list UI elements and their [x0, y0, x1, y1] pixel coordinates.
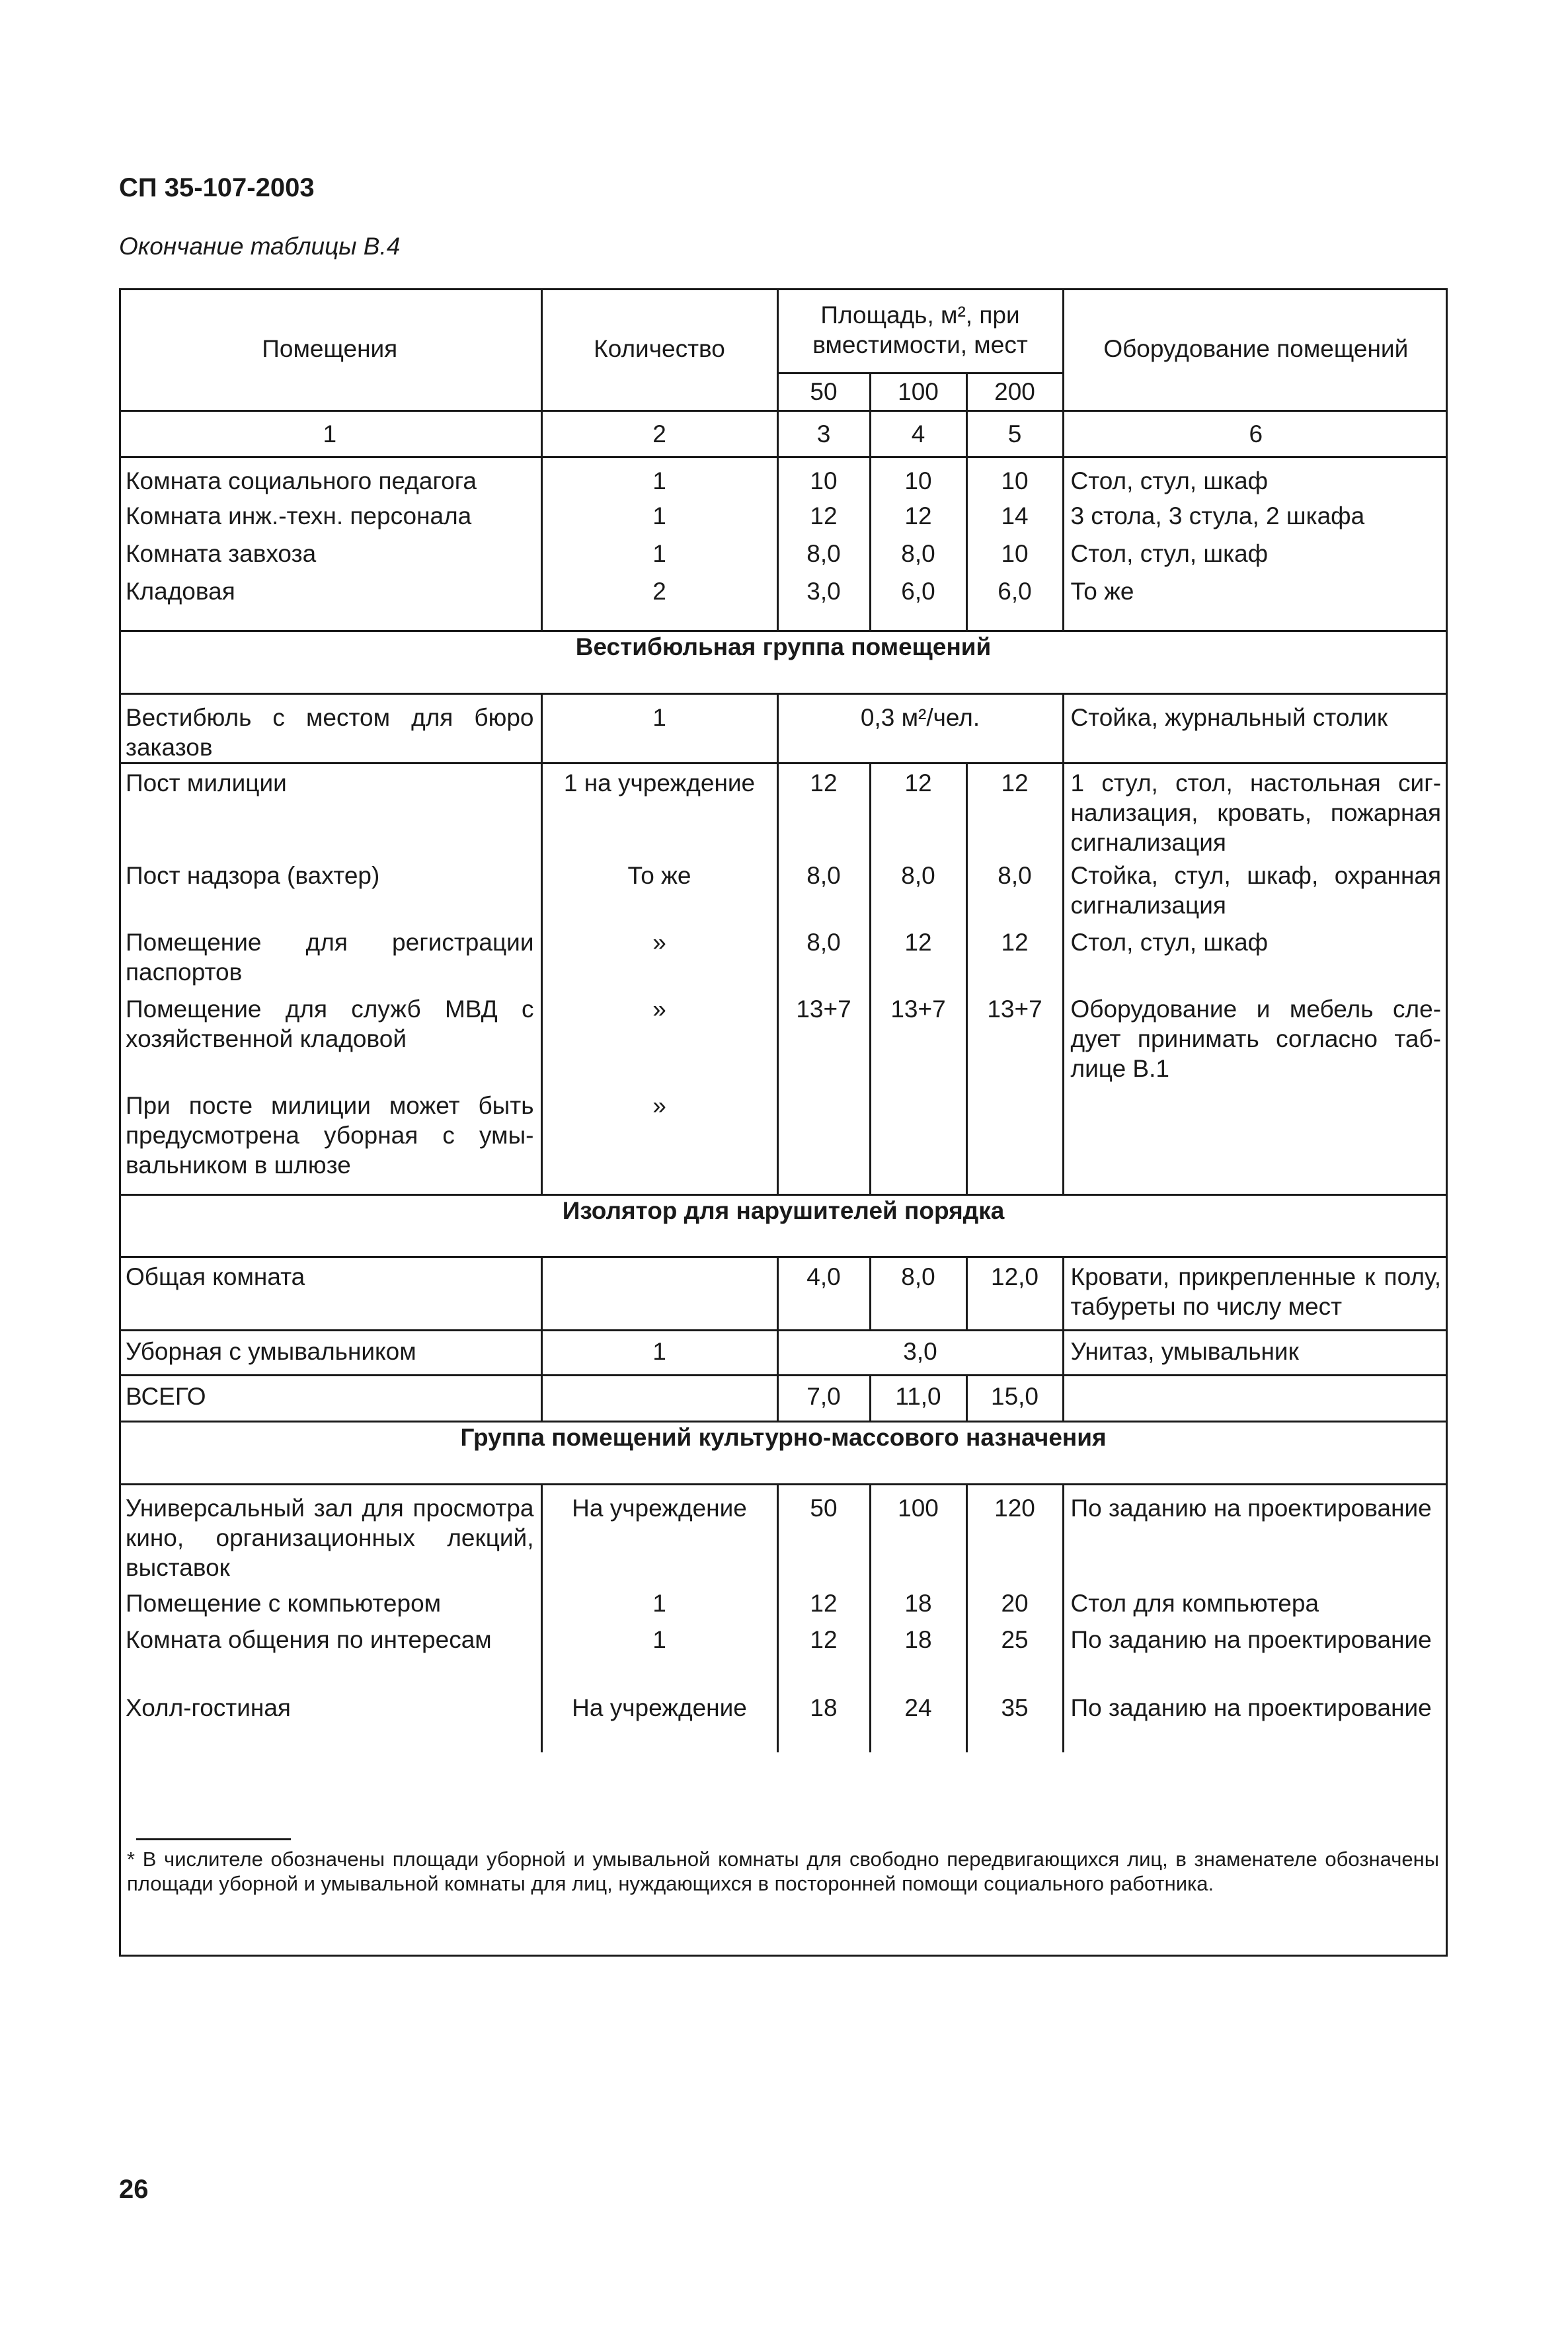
- area-100: 12: [870, 501, 966, 539]
- room-quantity: »: [541, 927, 777, 994]
- area-100: 12: [870, 763, 966, 861]
- footnote-rule: [136, 1838, 291, 1840]
- column-number: 5: [966, 410, 1063, 457]
- room-quantity: На учреждение: [541, 1484, 777, 1588]
- room-name: Кладовая: [119, 576, 541, 631]
- room-name: Комната инж.-техн. персонала: [126, 502, 472, 529]
- room-name: ВСЕГО: [119, 1375, 541, 1421]
- room-name: Общая комната: [119, 1257, 541, 1330]
- area-50: 18: [777, 1693, 870, 1752]
- area-200: 120: [966, 1484, 1063, 1588]
- room-quantity: 1: [541, 693, 777, 763]
- room-equipment: То же: [1063, 576, 1448, 631]
- room-quantity: 1: [541, 1588, 777, 1625]
- room-quantity: 1 на учреждение: [541, 763, 777, 861]
- room-quantity: На учреждение: [541, 1693, 777, 1752]
- area-50: 8,0: [777, 927, 870, 994]
- table-row: [119, 457, 1448, 501]
- room-quantity: »: [541, 994, 777, 1091]
- table-footnote: * В числителе обозначены площади уборной и умывальной комнаты для свободно передвигающихся лиц, в знаменателе обозначены площади уборной и умывальной комнаты для лиц, нуждающихся в посторонней помощи социального работника.: [127, 1848, 1439, 1895]
- area-100: 8,0: [870, 1257, 966, 1330]
- column-number: 6: [1063, 410, 1448, 457]
- room-quantity: То же: [541, 861, 777, 927]
- column-number: 2: [541, 410, 777, 457]
- area-100: 8,0: [870, 539, 966, 576]
- rooms-table: [119, 288, 1448, 1752]
- room-name: Универсальный зал для просмотра кино, организационных лекций, выставок: [126, 1494, 534, 1581]
- table-row: [119, 501, 1448, 539]
- room-name: Помещение с компьютером: [126, 1590, 442, 1617]
- area-200: 15,0: [966, 1375, 1063, 1421]
- room-equipment: Стойка, стул, шкаф, охранная сигнализация: [1063, 861, 1448, 927]
- area-200: 8,0: [966, 861, 1063, 927]
- area-50: 13+7: [777, 994, 870, 1091]
- area-50: 10: [777, 457, 870, 501]
- area-100: 6,0: [870, 576, 966, 631]
- room-equipment: 3 стола, 3 стула, 2 шкафа: [1063, 501, 1448, 539]
- area-200: 20: [966, 1588, 1063, 1625]
- room-quantity: 1: [541, 1330, 777, 1375]
- room-equipment: 1 стул, стол, настольная сигнализация, кровать, пожарная сигнализация: [1063, 763, 1448, 861]
- area-50: 12: [777, 1588, 870, 1625]
- section-title: Изолятор для нарушителей порядка: [119, 1194, 1448, 1257]
- header-rooms: Помещения: [119, 288, 541, 410]
- room-quantity: 1: [541, 501, 777, 539]
- section-title: Вестибюльная группа помещений: [119, 631, 1448, 693]
- area-200: 14: [966, 501, 1063, 539]
- table-row: [119, 1375, 1448, 1421]
- page-number: 26: [119, 2175, 149, 2204]
- table-row: [119, 861, 1448, 927]
- room-name: Помещение для служб МВД с хозяйственной кладовой: [126, 995, 534, 1052]
- header-equipment: Оборудование помещений: [1063, 288, 1448, 410]
- room-equipment: По заданию на проектирование: [1063, 1693, 1448, 1752]
- area-50: 12: [777, 501, 870, 539]
- header-area: Площадь, м², при вместимости, мест: [777, 288, 1063, 373]
- room-equipment: [1063, 1375, 1448, 1421]
- room-name: Помещение для регистрации паспортов: [126, 929, 534, 986]
- area-200: 6,0: [966, 576, 1063, 631]
- area-50: 3,0: [777, 576, 870, 631]
- table-row: [119, 1330, 1448, 1375]
- table-row: [119, 576, 1448, 631]
- room-equipment: Стол, стул, шкаф: [1063, 457, 1448, 501]
- room-equipment: Унитаз, умывальник: [1063, 1330, 1448, 1375]
- area-200: 12: [966, 927, 1063, 994]
- document-code: СП 35-107-2003: [119, 173, 315, 202]
- column-number: 4: [870, 410, 966, 457]
- area-200: 25: [966, 1625, 1063, 1693]
- room-equipment: [1063, 1091, 1448, 1194]
- table-row: [119, 1588, 1448, 1625]
- area-200: [966, 1091, 1063, 1194]
- room-equipment: Стол для компьютера: [1063, 1588, 1448, 1625]
- room-name: Комната общения по интересам: [126, 1626, 492, 1653]
- room-name: При посте милиции может быть предусмотрена уборная с умывальником в шлюзе: [119, 1091, 541, 1194]
- area-100: 12: [870, 927, 966, 994]
- area-100: 100: [870, 1484, 966, 1588]
- room-equipment: Стойка, журнальный столик: [1063, 693, 1448, 763]
- room-equipment: Кровати, прикрепленные к полу, табуреты по числу мест: [1063, 1257, 1448, 1330]
- room-quantity: 1: [541, 539, 777, 576]
- room-equipment: По заданию на проектирование: [1063, 1484, 1448, 1588]
- area-200: 12: [966, 763, 1063, 861]
- header-capacity-200: 200: [966, 373, 1063, 410]
- room-quantity: [541, 1375, 777, 1421]
- table-row: [119, 1257, 1448, 1330]
- table-row: [119, 1625, 1448, 1693]
- header-quantity: Количество: [541, 288, 777, 410]
- area-100: 18: [870, 1588, 966, 1625]
- area-50: 8,0: [777, 539, 870, 576]
- table-row: [119, 539, 1448, 576]
- room-name: Пост милиции: [119, 763, 541, 861]
- table-row: [119, 927, 1448, 994]
- room-equipment: Стол, стул, шкаф: [1063, 927, 1448, 994]
- room-quantity: »: [541, 1091, 777, 1194]
- area-merged: 3,0: [777, 1330, 1063, 1375]
- table-row: [119, 763, 1448, 861]
- area-100: [870, 1091, 966, 1194]
- table-row: [119, 994, 1448, 1091]
- area-200: 13+7: [966, 994, 1063, 1091]
- room-name: Холл-гостиная: [126, 1694, 291, 1721]
- area-100: 11,0: [870, 1375, 966, 1421]
- column-number: 3: [777, 410, 870, 457]
- room-equipment: Оборудование и мебель следует принимать согласно таблице В.1: [1063, 994, 1448, 1091]
- table-row: [119, 1693, 1448, 1752]
- area-100: 18: [870, 1625, 966, 1693]
- area-100: 8,0: [870, 861, 966, 927]
- room-name: Уборная с умывальником: [119, 1330, 541, 1375]
- room-name: Комната завхоза: [126, 540, 317, 567]
- room-quantity: 2: [541, 576, 777, 631]
- area-50: 50: [777, 1484, 870, 1588]
- column-number: 1: [119, 410, 541, 457]
- section-title: Группа помещений культурно-массового назначения: [119, 1421, 1448, 1484]
- area-50: 8,0: [777, 861, 870, 927]
- room-quantity: 1: [541, 1625, 777, 1693]
- room-quantity: 1: [541, 457, 777, 501]
- table-caption: Окончание таблицы В.4: [119, 233, 401, 260]
- area-50: 12: [777, 763, 870, 861]
- area-merged: 0,3 м²/чел.: [777, 693, 1063, 763]
- room-name: Вестибюль с местом для бюро заказов: [126, 703, 534, 761]
- area-100: 13+7: [870, 994, 966, 1091]
- room-quantity: [541, 1257, 777, 1330]
- area-50: 12: [777, 1625, 870, 1693]
- area-200: 10: [966, 539, 1063, 576]
- area-100: 24: [870, 1693, 966, 1752]
- room-equipment: Стол, стул, шкаф: [1063, 539, 1448, 576]
- room-name: Комната социального педагога: [126, 467, 477, 494]
- area-50: 7,0: [777, 1375, 870, 1421]
- room-equipment: По заданию на проектирование: [1063, 1625, 1448, 1693]
- area-50: 4,0: [777, 1257, 870, 1330]
- area-200: 12,0: [966, 1257, 1063, 1330]
- area-200: 10: [966, 457, 1063, 501]
- area-50: [777, 1091, 870, 1194]
- table-row: [119, 1484, 1448, 1588]
- area-200: 35: [966, 1693, 1063, 1752]
- table-row: [119, 693, 1448, 763]
- header-capacity-50: 50: [777, 373, 870, 410]
- room-name: Пост надзора (вахтер): [126, 862, 380, 889]
- header-capacity-100: 100: [870, 373, 966, 410]
- table-row: [119, 1091, 1448, 1194]
- area-100: 10: [870, 457, 966, 501]
